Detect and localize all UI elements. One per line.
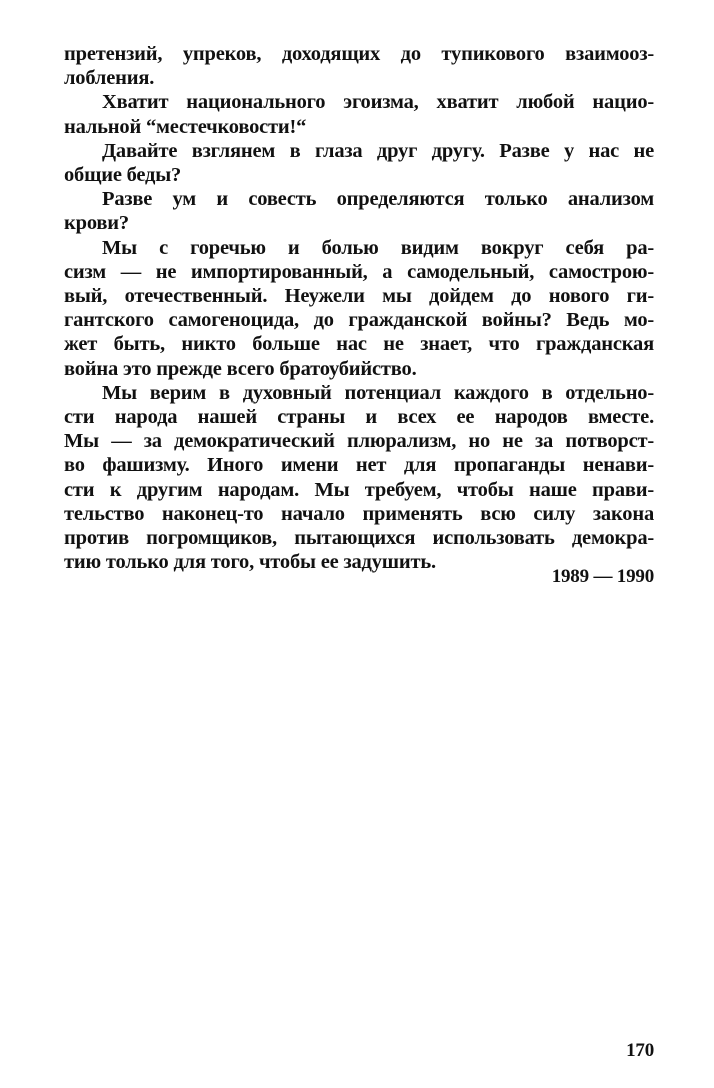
text-line: Мы с горечью и болью видим вокруг себя ра- xyxy=(102,236,654,259)
text-line: против погромщиков, пытающихся использовать демокра- xyxy=(64,527,654,550)
text-line: война это прежде всего братоубийство. xyxy=(64,357,417,380)
text-line: тельство наконец-то начало применять всю силу закона xyxy=(64,502,654,525)
text-line: жет быть, никто больше нас не знает, что гражданская xyxy=(64,333,654,356)
text-line: Давайте взглянем в глаза друг другу. Разве у нас не xyxy=(102,139,654,162)
page-number: 170 xyxy=(626,1040,654,1061)
text-line: претензий, упреков, доходящих до тупикового взаимооз- xyxy=(64,43,654,65)
body-text xyxy=(64,42,654,574)
text-line: нальной “местечковости!“ xyxy=(64,115,307,138)
text-line: Разве ум и совесть определяются только анализом xyxy=(102,188,654,211)
text-line: сти к другим народам. Мы требуем, чтобы наше прави- xyxy=(64,478,654,501)
text-line: общие беды? xyxy=(64,164,182,187)
text-line: лобления. xyxy=(64,67,155,90)
text-line: крови? xyxy=(64,212,129,235)
text-line: во фашизму. Иного имени нет для пропаганды ненави- xyxy=(64,454,654,477)
text-line: гантского самогеноцида, до гражданской войны? Ведь мо- xyxy=(64,309,654,332)
text-line: Мы верим в духовный потенциал каждого в отдельно- xyxy=(102,381,654,404)
text-line: сти народа нашей страны и всех ее народов вместе. xyxy=(64,406,654,429)
text-line: тию только для того, чтобы ее задушить. xyxy=(64,551,436,574)
text-line: Мы — за демократический плюрализм, но не за потворст- xyxy=(64,430,654,453)
text-line: вый, отечественный. Неужели мы дойдем до нового ги- xyxy=(64,285,654,308)
date-line: 1989 — 1990 xyxy=(551,566,654,587)
text-line: сизм — не импортированный, а самодельный, самострою- xyxy=(64,260,654,283)
text-line: Хватит национального эгоизма, хватит любой нацио- xyxy=(102,91,654,114)
